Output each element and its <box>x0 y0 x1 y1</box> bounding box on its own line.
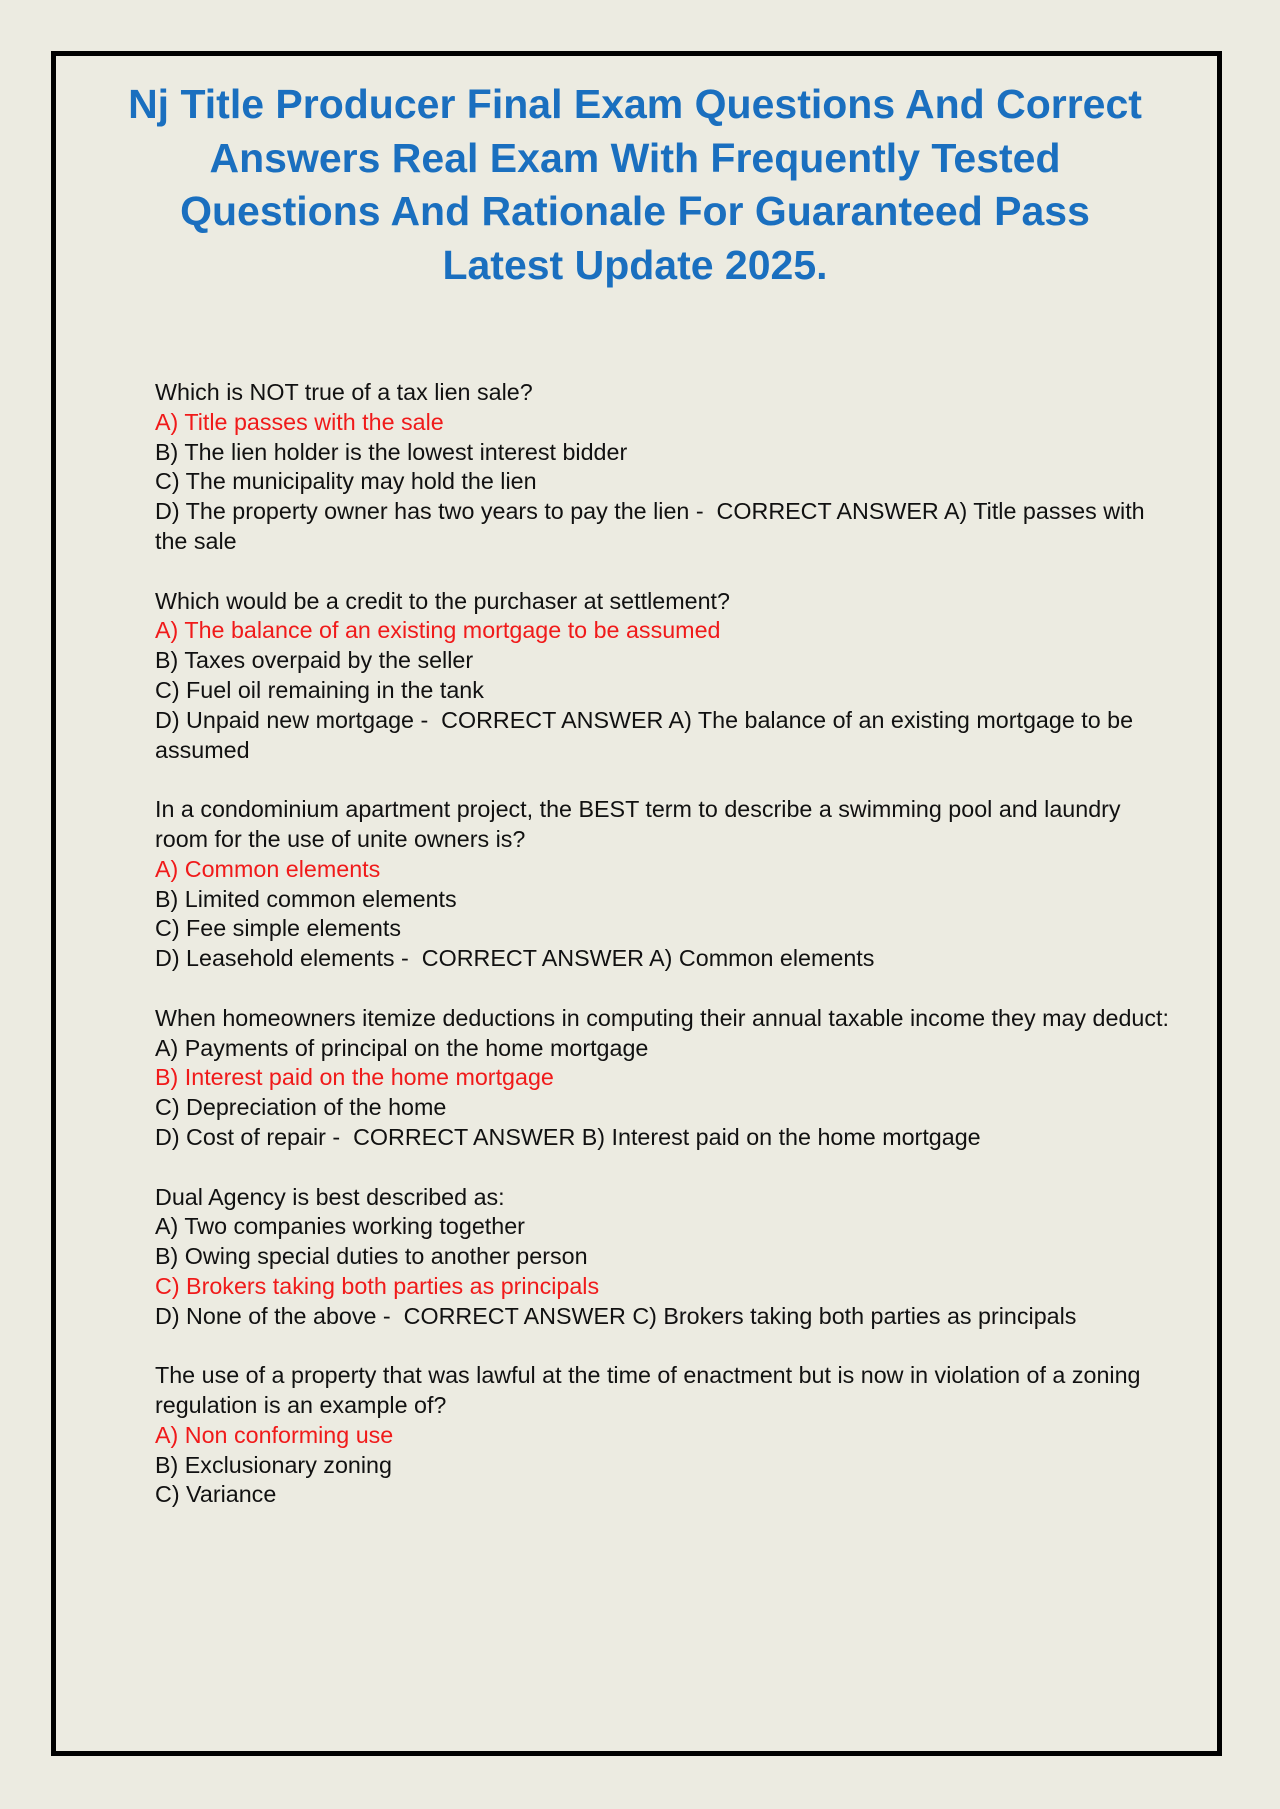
correct-answer-option: A) Common elements <box>155 855 381 882</box>
correct-answer-option: A) The balance of an existing mortgage to be assumed <box>155 617 721 644</box>
question-list <box>155 378 1180 1540</box>
question-block <box>155 795 1180 974</box>
question-text: The use of a property that was lawful at the time of enactment but is now in violation of a zoning regulation is an example of? <box>155 1362 1147 1419</box>
answer-option: A) Payments of principal on the home mortgage <box>155 1034 649 1061</box>
answer-option: B) The lien holder is the lowest interest bidder <box>155 438 628 465</box>
answer-option: B) Exclusionary zoning <box>155 1451 392 1478</box>
answer-option: D) Leasehold elements - CORRECT ANSWER A) Common elements <box>155 945 875 972</box>
correct-answer-option: A) Non conforming use <box>155 1421 394 1448</box>
answer-option: B) Limited common elements <box>155 885 457 912</box>
question-text: Which would be a credit to the purchaser at settlement? <box>155 587 730 614</box>
question-text: In a condominium apartment project, the BEST term to describe a swimming pool and laundry room for the use of unite owners is? <box>155 796 1128 852</box>
question-block <box>155 587 1180 766</box>
answer-option: C) The municipality may hold the lien <box>155 468 537 495</box>
answer-option: D) The property owner has two years to pay the lien - CORRECT ANSWER A) Title passes with the sale <box>155 498 1152 554</box>
question-text: Dual Agency is best described as: <box>155 1183 505 1210</box>
answer-option: D) Unpaid new mortgage - CORRECT ANSWER A) The balance of an existing mortgage to be assumed <box>155 706 1140 763</box>
question-block <box>155 1004 1180 1153</box>
question-block <box>155 378 1180 557</box>
question-block <box>155 1361 1180 1510</box>
question-block <box>155 1183 1180 1332</box>
answer-option: C) Fee simple elements <box>155 915 401 942</box>
answer-option: B) Owing special duties to another person <box>155 1243 588 1270</box>
question-text: When homeowners itemize deductions in computing their annual taxable income they may deduct: <box>155 1004 1169 1031</box>
answer-option: C) Depreciation of the home <box>155 1094 447 1121</box>
answer-option: C) Fuel oil remaining in the tank <box>155 676 484 703</box>
answer-option: B) Taxes overpaid by the seller <box>155 647 474 674</box>
correct-answer-option: B) Interest paid on the home mortgage <box>155 1064 554 1091</box>
answer-option: D) Cost of repair - CORRECT ANSWER B) Interest paid on the home mortgage <box>155 1123 981 1150</box>
answer-option: A) Two companies working together <box>155 1213 525 1240</box>
question-text: Which is NOT true of a tax lien sale? <box>155 379 533 405</box>
answer-option: C) Variance <box>155 1481 277 1508</box>
correct-answer-option: A) Title passes with the sale <box>155 408 444 435</box>
document-title: Nj Title Producer Final Exam Questions And Correct Answers Real Exam With Frequently Tested Questions And Rationale For Guaranteed Pass Latest Update 2025. <box>128 81 1142 288</box>
correct-answer-option: C) Brokers taking both parties as principals <box>155 1272 600 1299</box>
answer-option: D) None of the above - CORRECT ANSWER C) Brokers taking both parties as principals <box>155 1302 1077 1329</box>
